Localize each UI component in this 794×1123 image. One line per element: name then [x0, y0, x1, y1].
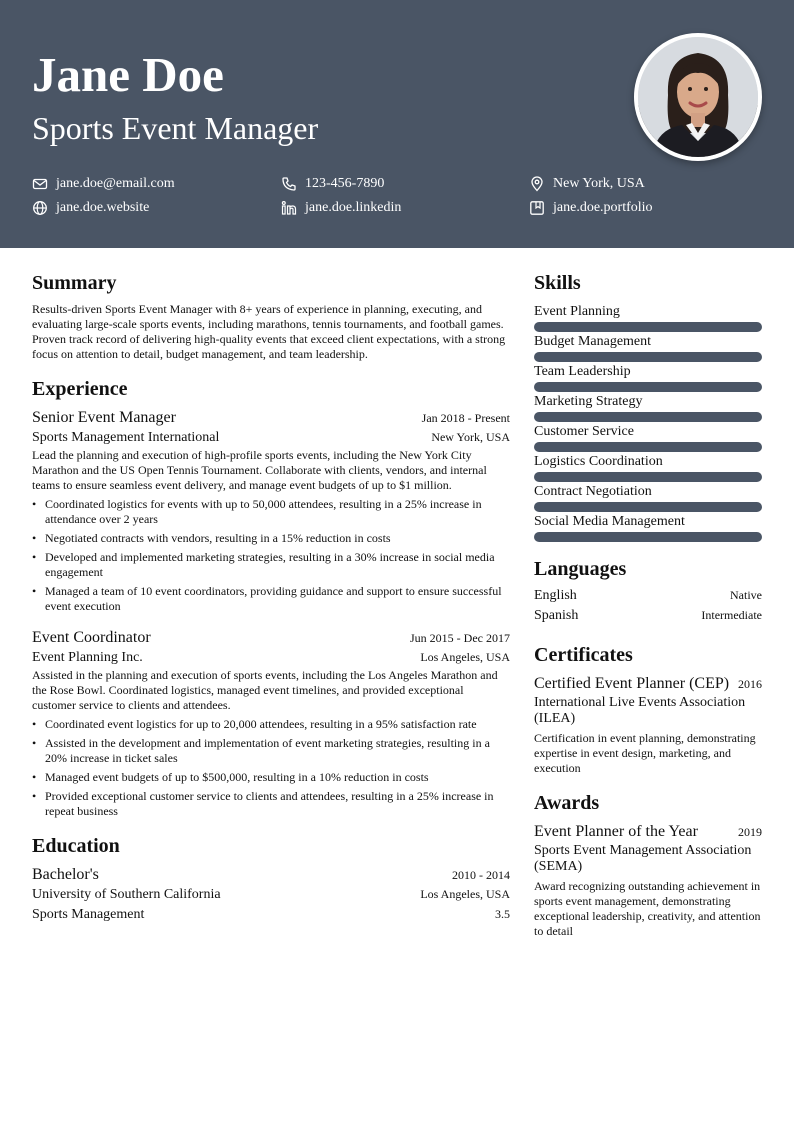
- certificate-name: Certified Event Planner (CEP): [534, 675, 730, 692]
- job-location: Los Angeles, USA: [420, 650, 510, 664]
- location-pin-icon: [529, 176, 545, 192]
- skill-item: [534, 332, 762, 362]
- field-of-study: Sports Management: [32, 907, 145, 922]
- certificate-org: International Live Events Association (ILEA): [534, 695, 746, 726]
- job-company: Sports Management International: [32, 430, 220, 445]
- award-name: Event Planner of the Year: [534, 823, 698, 840]
- language-name: Spanish: [534, 608, 579, 623]
- job-bullet: • Managed event budgets of up to $500,000, resulting in a 10% reduction in costs: [32, 770, 510, 785]
- phone-text: 123-456-7890: [305, 176, 385, 191]
- job-entry: [32, 628, 510, 819]
- skill-level-bar: [534, 352, 762, 362]
- job-bullet: • Developed and implemented marketing strategies, resulting in a 30% increase in social media engagement: [32, 550, 510, 580]
- job-bullet: • Coordinated logistics for events with up to 50,000 attendees, resulting in a 25% increase in attendance over 2 years: [32, 497, 510, 527]
- skills-heading: Skills: [534, 272, 581, 294]
- award-description: Award recognizing outstanding achievement in sports event management, demonstrating exceptional leadership, creativity, and attention to detail: [534, 879, 761, 938]
- skills-list: [534, 302, 762, 542]
- email-text: jane.doe@email.com: [56, 176, 175, 191]
- language-row: [534, 608, 762, 628]
- job-title-heading: Sports Event Manager: [32, 110, 319, 146]
- job-bullet: • Assisted in the development and implementation of event marketing strategies, resulting in a 20% increase in ticket sales: [32, 736, 510, 766]
- summary-heading: Summary: [32, 272, 117, 294]
- language-name: English: [534, 588, 577, 603]
- job-location: New York, USA: [431, 430, 510, 444]
- mail-icon: [32, 176, 48, 192]
- school-location: Los Angeles, USA: [420, 887, 510, 901]
- skill-name: Customer Service: [534, 424, 634, 439]
- skills-section: [534, 270, 762, 542]
- skill-level-fill: [534, 382, 762, 392]
- skill-name: Logistics Coordination: [534, 454, 663, 469]
- skill-level-bar: [534, 532, 762, 542]
- candidate-name: Jane Doe: [32, 47, 224, 102]
- job-bullets: [32, 497, 510, 614]
- language-level: Native: [730, 588, 762, 602]
- school: University of Southern California: [32, 887, 221, 902]
- skill-level-fill: [534, 472, 762, 482]
- job-bullet: • Negotiated contracts with vendors, resulting in a 15% reduction in costs: [32, 531, 510, 546]
- portfolio-icon: [529, 200, 545, 216]
- contact-location: [529, 175, 645, 193]
- certificate-year: 2016: [738, 677, 762, 691]
- right-column: [534, 270, 762, 953]
- globe-icon: [32, 200, 48, 216]
- education-section: [32, 833, 510, 925]
- skill-name: Contract Negotiation: [534, 484, 652, 499]
- contact-portfolio[interactable]: [529, 199, 653, 217]
- linkedin-icon: [281, 200, 297, 216]
- website-text: jane.doe.website: [56, 200, 150, 215]
- skill-name: Event Planning: [534, 304, 620, 319]
- education-heading: Education: [32, 835, 120, 857]
- job-dates: Jun 2015 - Dec 2017: [410, 631, 510, 645]
- award-org: Sports Event Management Association (SEMA): [534, 843, 752, 874]
- skill-level-bar: [534, 412, 762, 422]
- contact-website[interactable]: [32, 199, 149, 217]
- skill-item: [534, 452, 762, 482]
- job-bullet: • Provided exceptional customer service to clients and attendees, resulting in a 25% increase in repeat business: [32, 789, 510, 819]
- certificates-heading: Certificates: [534, 644, 633, 666]
- job-description: Lead the planning and execution of high-profile sports events, including the New York City Marathon and the US Open Tennis Tournament. Collaborate with clients, vendors, and internal teams to ensure seamless event delivery, and manage event budgets of up to $1 million.: [32, 448, 487, 492]
- award-year: 2019: [738, 825, 762, 839]
- language-level: Intermediate: [701, 608, 762, 622]
- skill-level-bar: [534, 322, 762, 332]
- job-entry: [32, 408, 510, 614]
- languages-section: [534, 556, 762, 628]
- skill-item: [534, 422, 762, 452]
- job-title: Senior Event Manager: [32, 409, 176, 426]
- language-row: [534, 588, 762, 608]
- header-banner: [0, 0, 794, 248]
- skill-level-bar: [534, 472, 762, 482]
- gpa: 3.5: [495, 907, 510, 921]
- skill-item: [534, 392, 762, 422]
- skill-level-bar: [534, 502, 762, 512]
- skill-level-fill: [534, 352, 762, 362]
- job-company: Event Planning Inc.: [32, 650, 143, 665]
- experience-section: [32, 376, 510, 819]
- skill-level-bar: [534, 442, 762, 452]
- certificate-description: Certification in event planning, demonstrating expertise in event design, marketing, and execution: [534, 731, 756, 775]
- skill-level-fill: [534, 532, 762, 542]
- job-dates: Jan 2018 - Present: [421, 411, 510, 425]
- skill-level-bar: [534, 382, 762, 392]
- summary-text: Results-driven Sports Event Manager with 8+ years of experience in planning, executing, and evaluating large-scale sports events, including marathons, tennis tournaments, and football games. Proven track record of delivering high-quality events that exceed client expectations, with a strong focus on attention to detail, budget management, and team leadership.: [32, 302, 506, 361]
- job-title: Event Coordinator: [32, 629, 151, 646]
- awards-heading: Awards: [534, 792, 600, 814]
- skill-name: Social Media Management: [534, 514, 685, 529]
- job-bullets: [32, 717, 510, 819]
- skill-item: [534, 512, 762, 542]
- skill-item: [534, 302, 762, 332]
- location-text: New York, USA: [553, 176, 645, 191]
- skill-name: Budget Management: [534, 334, 652, 349]
- summary-section: [32, 270, 510, 362]
- job-description: Assisted in the planning and execution of sports events, including the Los Angeles Marathon and the Rose Bowl. Coordinated logistics, managed event timelines, and provided exceptional customer service to clients and attendees.: [32, 668, 498, 712]
- experience-heading: Experience: [32, 378, 128, 400]
- skill-name: Marketing Strategy: [534, 394, 643, 409]
- certificates-section: [534, 642, 762, 776]
- languages-heading: Languages: [534, 558, 627, 580]
- skill-item: [534, 482, 762, 512]
- left-column: [32, 270, 510, 939]
- linkedin-text: jane.doe.linkedin: [305, 200, 402, 215]
- degree: Bachelor's: [32, 866, 99, 883]
- education-dates: 2010 - 2014: [452, 868, 510, 882]
- skill-level-fill: [534, 502, 762, 512]
- skill-level-fill: [534, 412, 762, 422]
- skill-level-fill: [534, 442, 762, 452]
- job-bullet: • Coordinated event logistics for up to 20,000 attendees, resulting in a 95% satisfaction rate: [32, 717, 510, 732]
- skill-name: Team Leadership: [534, 364, 631, 379]
- phone-icon: [281, 176, 297, 192]
- skill-item: [534, 362, 762, 392]
- profile-photo: [634, 33, 762, 161]
- awards-section: [534, 790, 762, 939]
- skill-level-fill: [534, 322, 762, 332]
- contact-email[interactable]: [32, 175, 175, 193]
- contact-phone[interactable]: [281, 175, 384, 193]
- job-bullet: • Managed a team of 10 event coordinators, providing guidance and support to ensure successful event execution: [32, 584, 510, 614]
- portfolio-text: jane.doe.portfolio: [553, 200, 653, 215]
- contact-linkedin[interactable]: [281, 199, 401, 217]
